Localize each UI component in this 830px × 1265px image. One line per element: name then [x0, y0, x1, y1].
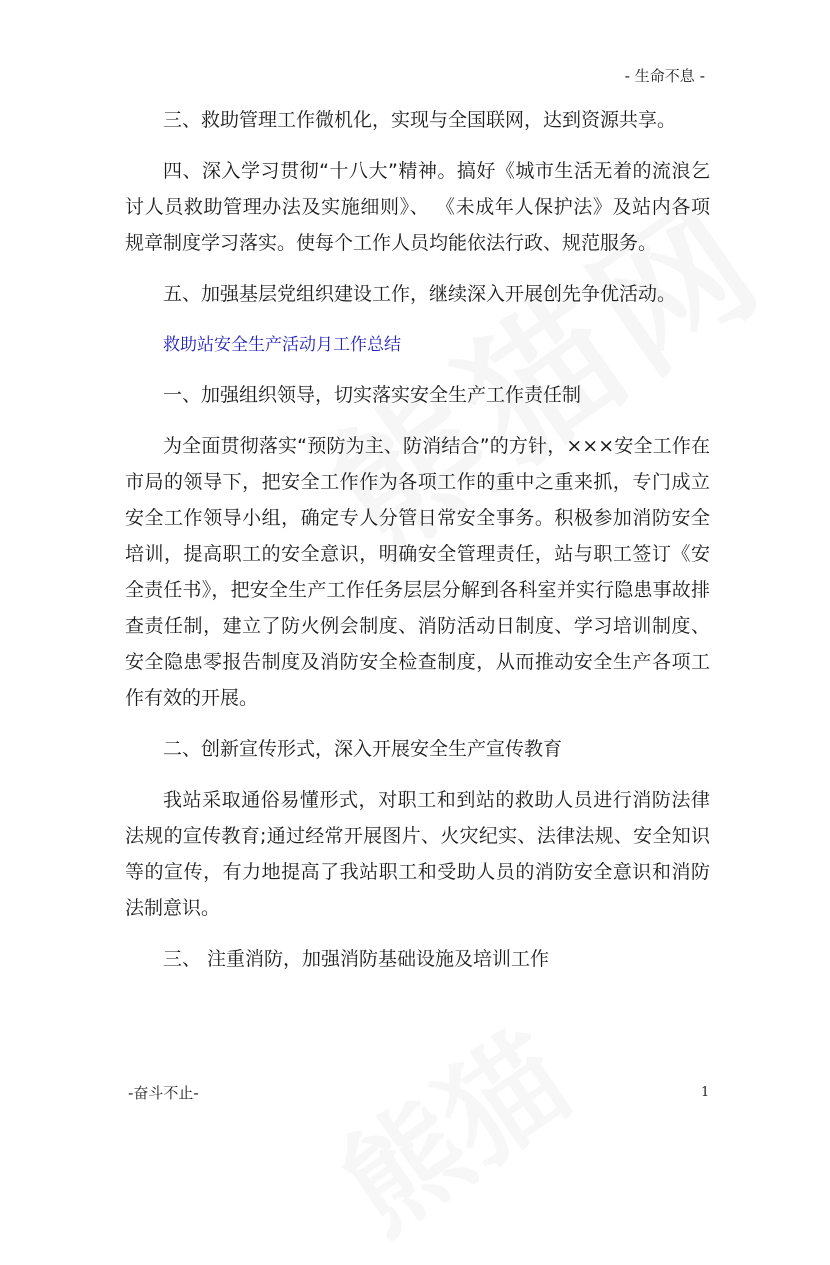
header-motto: - 生命不息 -	[624, 67, 705, 85]
section-body-2: 我站采取通俗易懂形式，对职工和到站的救助人员进行消防法律法规的宣传教育;通过经常开展图片、火灾纪实、法律法规、安全知识等的宣传，有力地提高了我站职工和受助人员的消防安全意识和消防法制意识。	[125, 789, 710, 919]
watermark-bottom	[302, 987, 597, 1265]
paragraph-item-4: 四、深入学习贯彻“十八大”精神。搞好《城市生活无着的流浪乞讨人员救助管理办法及实施细则》、 《未成年人保护法》及站内各项规章制度学习落实。使每个工作人员均能依法行政、规范服务。	[125, 160, 710, 254]
paragraph-item-5: 五、加强基层党组织建设工作，继续深入开展创先争优活动。	[163, 283, 677, 305]
paragraph-item-3: 三、救助管理工作微机化，实现与全国联网，达到资源共享。	[163, 109, 677, 131]
section-heading-2: 二、创新宣传形式，深入开展安全生产宣传教育	[163, 738, 563, 760]
section-body-1: 为全面贯彻落实“预防为主、防消结合”的方针，×××安全工作在市局的领导下，把安全工作作为各项工作的重中之重来抓，专门成立安全工作领导小组，确定专人分管日常安全事务。积极参加消防安全培训，提高职工的安全意识，明确安全管理责任，站与职工签订《安全责任书》，把安全生产工作任务层层分解到各科室并实行隐患事故排查责任制，建立了防火例会制度、消防活动日制度、学习培训制度、安全隐患零报告制度及消防安全检查制度，从而推动安全生产各项工作有效的开展。	[125, 435, 710, 709]
page-number: 1	[701, 1085, 710, 1100]
footer-motto: -奋斗不止-	[128, 1084, 199, 1102]
article-title: 救助站安全生产活动月工作总结	[163, 335, 401, 355]
document-body	[125, 102, 710, 992]
section-heading-3: 三、 注重消防，加强消防基础设施及培训工作	[163, 948, 550, 970]
section-heading-1: 一、加强组织领导，切实落实安全生产工作责任制	[163, 384, 582, 406]
